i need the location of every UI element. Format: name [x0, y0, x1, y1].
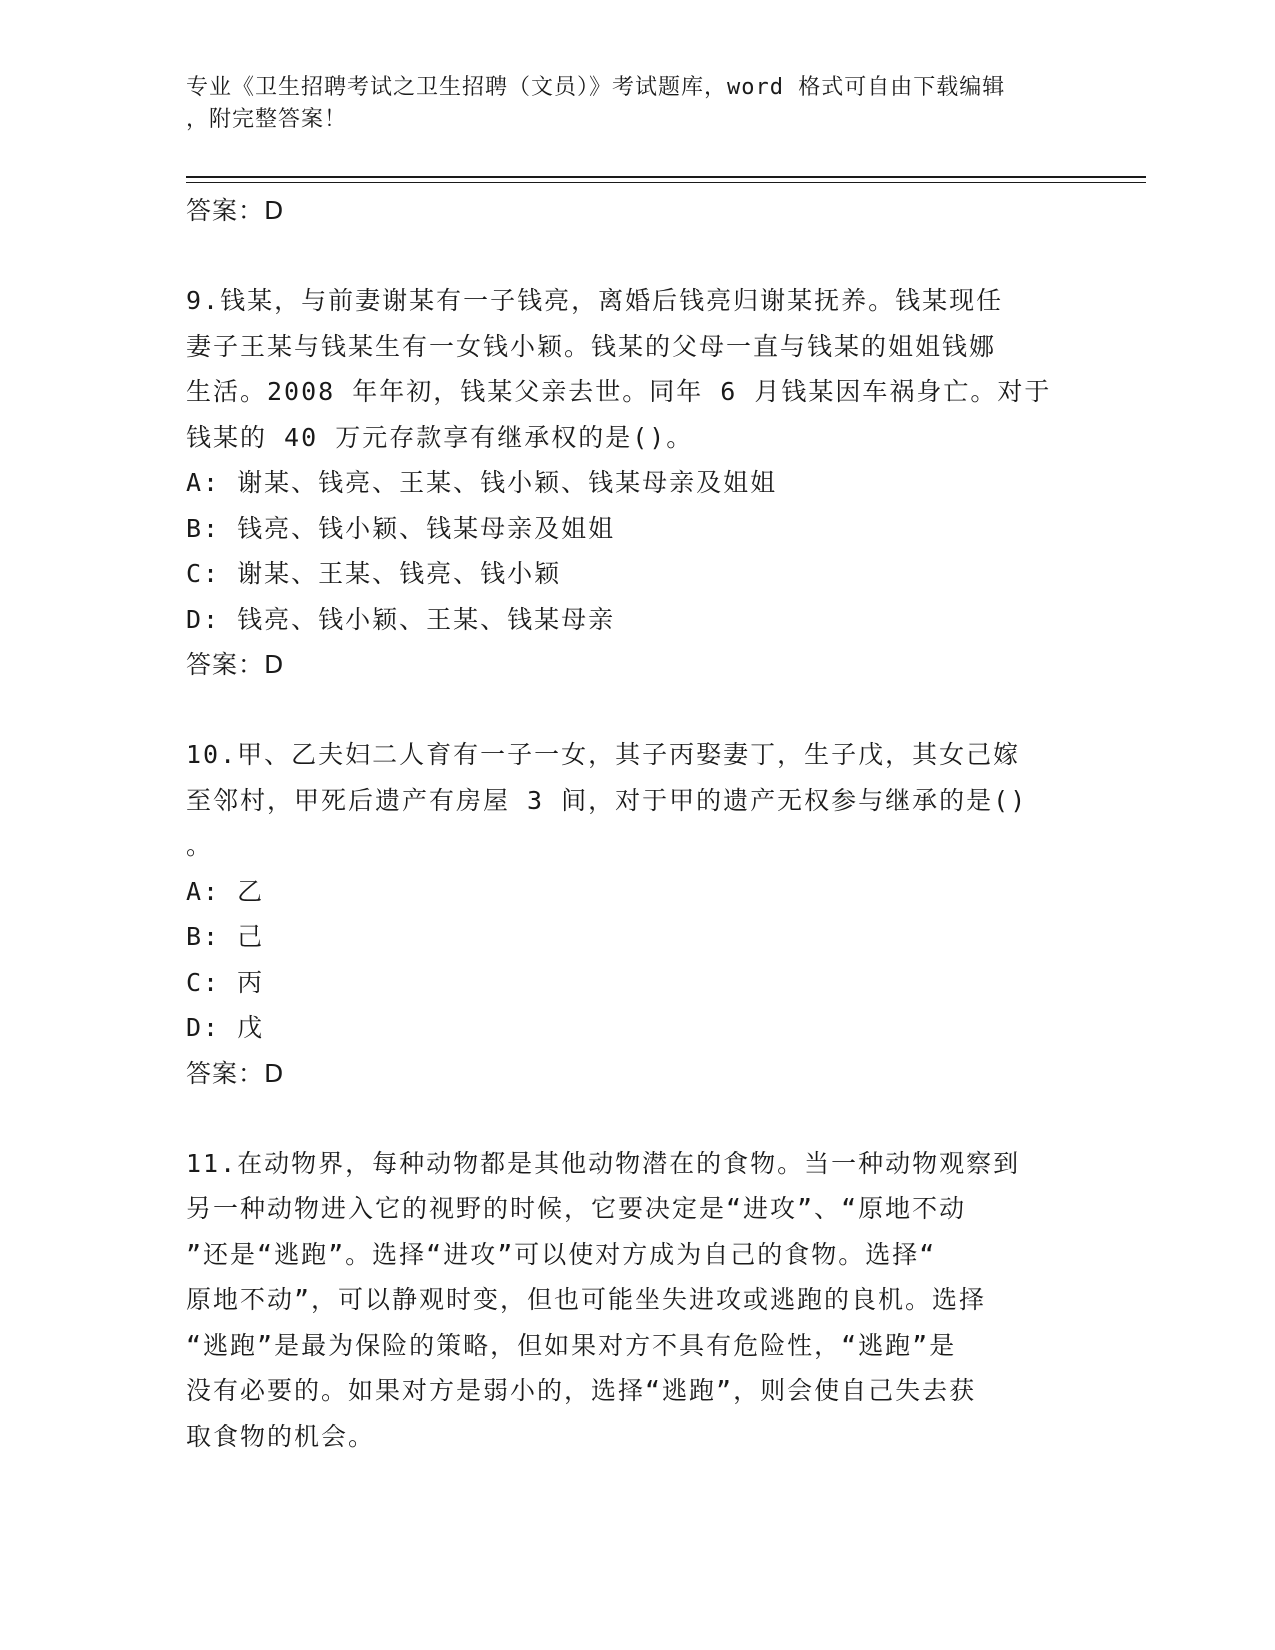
- option-b: B: 己: [186, 922, 265, 951]
- option-a: A: 谢某、钱亮、王某、钱小颖、钱某母亲及姐姐: [186, 468, 778, 497]
- option-b: B: 钱亮、钱小颖、钱某母亲及姐姐: [186, 513, 616, 543]
- question-line: 没有必要的。如果对方是弱小的，选择“逃跑”，则会使自己失去获: [186, 1376, 977, 1405]
- question-line: 至邻村，甲死后遗产有房屋 3 间，对于甲的遗产无权参与继承的是(): [186, 785, 1028, 815]
- option-c: C: 丙: [186, 967, 265, 997]
- header-divider-thin: [186, 182, 1146, 183]
- question-line: 。: [186, 831, 214, 860]
- answer: 答案：D: [186, 650, 285, 679]
- option-d: D: 戊: [186, 1013, 265, 1042]
- question-line: 钱某的 40 万元存款享有继承权的是()。: [186, 422, 694, 452]
- question-11: [186, 1141, 1066, 1460]
- document-body: [186, 188, 1066, 1459]
- question-line: 9.钱某，与前妻谢某有一子钱亮，离婚后钱亮归谢某抚养。钱某现任: [186, 286, 1004, 315]
- question-line: “逃跑”是最为保险的策略，但如果对方不具有危险性，“逃跑”是: [186, 1330, 957, 1360]
- question-text: [186, 1141, 1066, 1460]
- header-divider: [186, 176, 1146, 178]
- answer: 答案：D: [186, 1058, 285, 1088]
- question-10: [186, 732, 1066, 1097]
- header-line-2: ，附完整答案！: [186, 107, 348, 132]
- option-d: D: 钱亮、钱小颖、王某、钱某母亲: [186, 604, 616, 634]
- header-line-1: 专业《卫生招聘考试之卫生招聘（文员）》考试题库，word 格式可自由下载编辑: [186, 75, 1006, 100]
- question-text: [186, 278, 1066, 460]
- question-line: ”还是“逃跑”。选择“进攻”可以使对方成为自己的食物。选择“: [186, 1239, 937, 1269]
- option-a: A: 乙: [186, 876, 265, 906]
- answer-previous: 答案：D: [186, 196, 285, 225]
- question-text: [186, 732, 1066, 869]
- question-line: 11.在动物界，每种动物都是其他动物潜在的食物。当一种动物观察到: [186, 1148, 1021, 1178]
- question-line: 妻子王某与钱某生有一女钱小颖。钱某的父母一直与钱某的姐姐钱娜: [186, 331, 997, 361]
- question-line: 另一种动物进入它的视野的时候，它要决定是“进攻”、“原地不动: [186, 1194, 967, 1223]
- question-line: 10.甲、乙夫妇二人育有一子一女，其子丙娶妻丁，生子戊，其女己嫁: [186, 740, 1021, 769]
- question-9: [186, 278, 1066, 688]
- page-header: [186, 72, 1066, 136]
- question-line: 生活。2008 年年初，钱某父亲去世。同年 6 月钱某因车祸身亡。对于: [186, 377, 1052, 406]
- question-line: 原地不动”，可以静观时变，但也可能坐失进攻或逃跑的良机。选择: [186, 1285, 987, 1314]
- question-line: 取食物的机会。: [186, 1421, 376, 1451]
- option-c: C: 谢某、王某、钱亮、钱小颖: [186, 559, 562, 588]
